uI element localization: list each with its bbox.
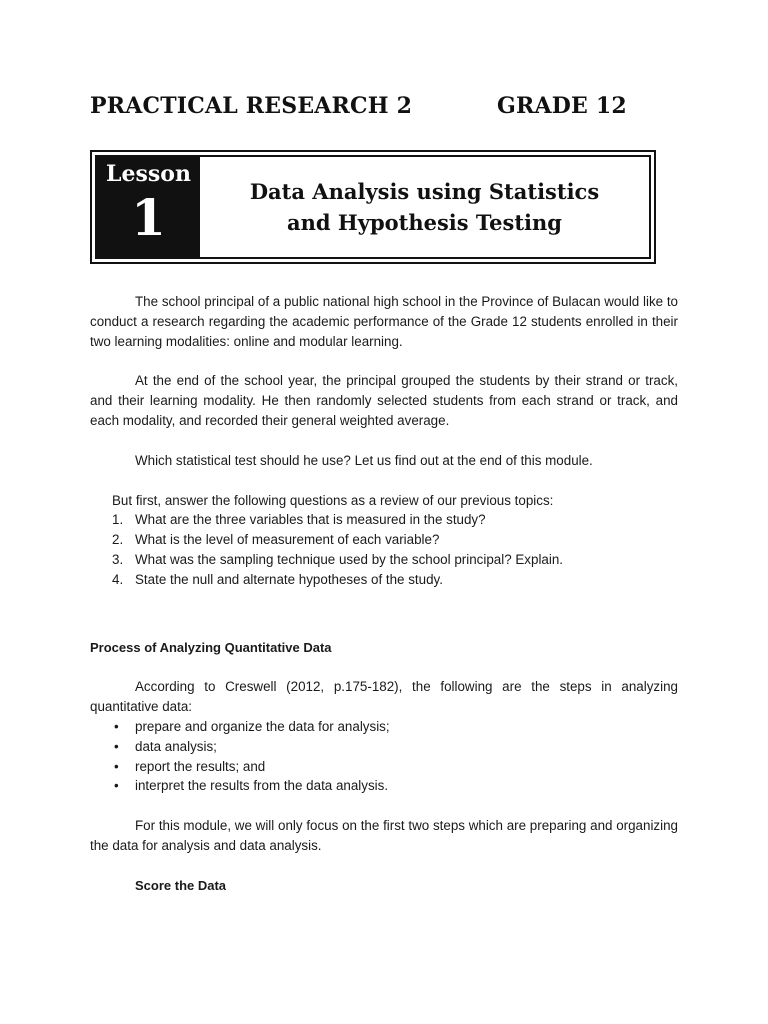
bullet-icon: • bbox=[114, 738, 119, 754]
paragraph-focus: For this module, we will only focus on the first two steps which are preparing and organizing the data for analysis and data analysis. bbox=[90, 818, 678, 853]
section-intro: According to Creswell (2012, p.175-182), the following are the steps in analyzing quantitative data: bbox=[90, 679, 678, 715]
review-intro: But first, answer the following questions as a review of our previous topics: bbox=[112, 492, 554, 508]
list-item-text: What are the three variables that is measured in the study? bbox=[135, 512, 486, 528]
lesson-banner bbox=[90, 150, 656, 264]
list-number: 4. bbox=[112, 571, 124, 587]
list-item bbox=[90, 550, 678, 570]
list-number: 3. bbox=[112, 551, 124, 567]
list-item-text: What was the sampling technique used by the school principal? Explain. bbox=[135, 551, 564, 567]
lesson-title-line-2: and Hypothesis Testing bbox=[287, 210, 562, 235]
document-body bbox=[90, 292, 678, 896]
lesson-number: 1 bbox=[131, 188, 166, 247]
bullet-icon: • bbox=[114, 778, 119, 794]
list-item-text: prepare and organize the data for analysis; bbox=[135, 718, 390, 734]
paragraph-question: Which statistical test should he use? Let us find out at the end of this module. bbox=[135, 452, 593, 468]
list-number: 2. bbox=[112, 532, 124, 548]
grade-level: GRADE 12 bbox=[497, 93, 627, 119]
list-item bbox=[90, 737, 678, 757]
list-item bbox=[90, 570, 678, 590]
list-item-text: interpret the results from the data analysis. bbox=[135, 778, 389, 794]
list-item bbox=[90, 510, 678, 530]
list-item-text: report the results; and bbox=[135, 758, 266, 774]
list-number: 1. bbox=[112, 512, 124, 528]
lesson-banner-inner bbox=[95, 155, 651, 259]
lesson-title bbox=[200, 157, 649, 257]
list-item bbox=[90, 717, 678, 737]
bullet-icon: • bbox=[114, 758, 119, 774]
list-item-text: data analysis; bbox=[135, 738, 217, 754]
lesson-title-line-1: Data Analysis using Statistics bbox=[249, 179, 600, 204]
list-item bbox=[90, 757, 678, 777]
subject-title: PRACTICAL RESEARCH 2 bbox=[90, 93, 413, 119]
list-item-text: What is the level of measurement of each variable? bbox=[135, 532, 440, 548]
steps-list bbox=[90, 717, 678, 796]
list-item bbox=[90, 530, 678, 550]
paragraph-scenario: The school principal of a public national high school in the Province of Bulacan would like to conduct a research regarding the academic performance of the Grade 12 students enrolled in their two learning modalities: online and modular learning. bbox=[90, 294, 678, 349]
paragraph-method: At the end of the school year, the principal grouped the students by their strand or track, and their learning modality. He then randomly selected students from each strand or track, and each modality, and recorded their general weighted average. bbox=[90, 373, 678, 428]
list-item-text: State the null and alternate hypotheses of the study. bbox=[135, 571, 443, 587]
lesson-tag bbox=[97, 157, 200, 257]
lesson-label: Lesson bbox=[106, 161, 191, 187]
list-item bbox=[90, 776, 678, 796]
section-heading: Process of Analyzing Quantitative Data bbox=[90, 639, 332, 655]
subsection-heading: Score the Data bbox=[135, 877, 227, 893]
bullet-icon: • bbox=[114, 718, 119, 734]
review-question-list bbox=[90, 510, 678, 589]
